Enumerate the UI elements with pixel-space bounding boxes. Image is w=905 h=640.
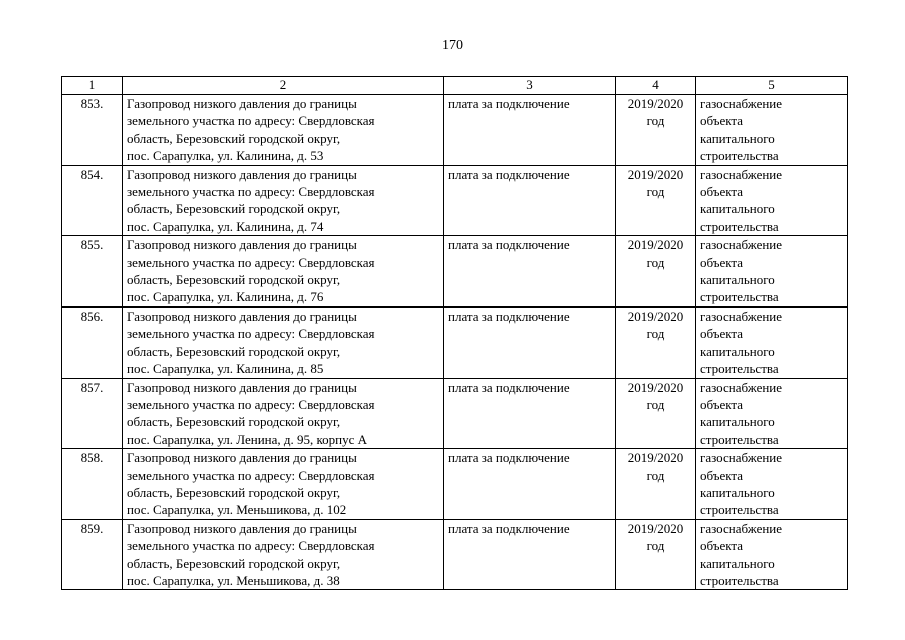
- object-description-line: пос. Сарапулка, ул. Меньшикова, д. 38: [127, 572, 340, 588]
- payment-source-cell: [444, 95, 616, 166]
- object-description-line: область, Березовский городской округ,: [127, 272, 341, 288]
- object-description-line: земельного участка по адресу: Свердловская: [127, 538, 375, 554]
- object-description-line: область, Березовский городской округ,: [127, 555, 341, 571]
- purpose-line: строительства: [700, 502, 779, 518]
- payment-source-cell: [444, 378, 616, 449]
- period-line: год: [646, 184, 665, 200]
- object-description-cell: [123, 519, 444, 590]
- object-description-line: пос. Сарапулка, ул. Калинина, д. 85: [127, 361, 324, 377]
- purpose-line: строительства: [700, 361, 779, 377]
- column-header-4: 4: [616, 77, 696, 95]
- object-description-line: пос. Сарапулка, ул. Калинина, д. 74: [127, 218, 324, 234]
- object-description-line: область, Березовский городской округ,: [127, 484, 341, 500]
- row-number: 855.: [80, 237, 104, 253]
- gas-connection-table: [61, 76, 848, 590]
- table-body: [62, 95, 848, 590]
- purpose-line: капитального: [700, 343, 775, 359]
- purpose-line: газоснабжение: [700, 96, 783, 111]
- purpose-cell: [696, 95, 848, 166]
- purpose-line: объекта: [700, 184, 744, 200]
- purpose-line: газоснабжение: [700, 520, 783, 536]
- period-line: год: [646, 326, 665, 342]
- purpose-line: газоснабжение: [700, 237, 783, 253]
- object-description-line: земельного участка по адресу: Свердловская: [127, 254, 375, 270]
- object-description-cell: [123, 95, 444, 166]
- period-line: 2019/2020: [627, 237, 684, 253]
- object-description-line: пос. Сарапулка, ул. Ленина, д. 95, корпус А: [127, 431, 368, 447]
- row-number: 856.: [80, 308, 104, 324]
- payment-source-cell: [444, 449, 616, 520]
- row-number-cell: [62, 449, 123, 520]
- period-cell: [616, 519, 696, 590]
- period-line: год: [646, 538, 665, 554]
- period-line: 2019/2020: [627, 96, 684, 111]
- payment-source: плата за подключение: [448, 379, 570, 395]
- object-description-line: область, Березовский городской округ,: [127, 201, 341, 217]
- payment-source-cell: [444, 519, 616, 590]
- row-number-cell: [62, 236, 123, 307]
- row-number: 859.: [80, 520, 104, 536]
- table-row: [62, 236, 848, 307]
- period-cell: [616, 236, 696, 307]
- purpose-line: объекта: [700, 113, 744, 129]
- purpose-line: строительства: [700, 431, 779, 447]
- payment-source-cell: [444, 236, 616, 307]
- payment-source-cell: [444, 307, 616, 378]
- purpose-cell: [696, 165, 848, 236]
- period-line: год: [646, 396, 665, 412]
- purpose-line: строительства: [700, 289, 779, 305]
- object-description-line: земельного участка по адресу: Свердловская: [127, 396, 375, 412]
- purpose-cell: [696, 378, 848, 449]
- object-description-line: земельного участка по адресу: Свердловская: [127, 326, 375, 342]
- period-cell: [616, 165, 696, 236]
- table-row: [62, 307, 848, 378]
- period-cell: [616, 449, 696, 520]
- payment-source: плата за подключение: [448, 166, 570, 182]
- column-header-2: 2: [123, 77, 444, 95]
- purpose-line: объекта: [700, 467, 744, 483]
- payment-source: плата за подключение: [448, 450, 570, 466]
- object-description-line: пос. Сарапулка, ул. Калинина, д. 53: [127, 148, 324, 164]
- object-description-cell: [123, 378, 444, 449]
- object-description-line: Газопровод низкого давления до границы: [127, 96, 357, 111]
- row-number-cell: [62, 519, 123, 590]
- row-number-cell: [62, 307, 123, 378]
- object-description-line: земельного участка по адресу: Свердловская: [127, 184, 375, 200]
- period-line: 2019/2020: [627, 379, 684, 395]
- column-header-1: 1: [62, 77, 123, 95]
- object-description-line: Газопровод низкого давления до границы: [127, 450, 357, 466]
- purpose-line: газоснабжение: [700, 379, 783, 395]
- purpose-line: объекта: [700, 326, 744, 342]
- purpose-line: газоснабжение: [700, 308, 783, 324]
- purpose-cell: [696, 307, 848, 378]
- row-number: 854.: [80, 166, 104, 182]
- object-description-cell: [123, 307, 444, 378]
- purpose-cell: [696, 519, 848, 590]
- object-description-cell: [123, 165, 444, 236]
- object-description-line: земельного участка по адресу: Свердловская: [127, 113, 375, 129]
- purpose-cell: [696, 236, 848, 307]
- purpose-line: газоснабжение: [700, 450, 783, 466]
- header-row: [62, 77, 848, 95]
- object-description-line: земельного участка по адресу: Свердловская: [127, 467, 375, 483]
- row-number-cell: [62, 378, 123, 449]
- object-description-line: Газопровод низкого давления до границы: [127, 308, 357, 324]
- object-description-line: Газопровод низкого давления до границы: [127, 520, 357, 536]
- payment-source-cell: [444, 165, 616, 236]
- object-description-line: Газопровод низкого давления до границы: [127, 166, 357, 182]
- purpose-line: капитального: [700, 272, 775, 288]
- purpose-line: строительства: [700, 148, 779, 164]
- column-header-5: 5: [696, 77, 848, 95]
- table-row: [62, 378, 848, 449]
- period-line: 2019/2020: [627, 450, 684, 466]
- object-description-line: область, Березовский городской округ,: [127, 414, 341, 430]
- object-description-line: Газопровод низкого давления до границы: [127, 237, 357, 253]
- object-description-cell: [123, 449, 444, 520]
- row-number-cell: [62, 95, 123, 166]
- purpose-line: капитального: [700, 201, 775, 217]
- row-number: 853.: [80, 96, 104, 111]
- period-line: 2019/2020: [627, 308, 684, 324]
- object-description-line: область, Березовский городской округ,: [127, 130, 341, 146]
- purpose-line: капитального: [700, 414, 775, 430]
- purpose-line: строительства: [700, 218, 779, 234]
- payment-source: плата за подключение: [448, 308, 570, 324]
- table-row: [62, 519, 848, 590]
- table-header: [62, 77, 848, 95]
- period-line: 2019/2020: [627, 520, 684, 536]
- row-number: 857.: [80, 379, 104, 395]
- row-number-cell: [62, 165, 123, 236]
- purpose-line: капитального: [700, 484, 775, 500]
- page-number: 170: [442, 38, 463, 53]
- period-cell: [616, 378, 696, 449]
- period-line: год: [646, 113, 665, 129]
- period-cell: [616, 95, 696, 166]
- purpose-line: строительства: [700, 572, 779, 588]
- period-line: 2019/2020: [627, 166, 684, 182]
- object-description-line: пос. Сарапулка, ул. Калинина, д. 76: [127, 289, 324, 305]
- object-description-cell: [123, 236, 444, 307]
- purpose-line: объекта: [700, 254, 744, 270]
- table-row: [62, 95, 848, 166]
- object-description-line: область, Березовский городской округ,: [127, 343, 341, 359]
- table-row: [62, 449, 848, 520]
- purpose-line: объекта: [700, 538, 744, 554]
- column-header-3: 3: [444, 77, 616, 95]
- payment-source: плата за подключение: [448, 237, 570, 253]
- purpose-cell: [696, 449, 848, 520]
- row-number: 858.: [80, 450, 104, 466]
- payment-source: плата за подключение: [448, 520, 570, 536]
- purpose-line: капитального: [700, 130, 775, 146]
- table-row: [62, 165, 848, 236]
- period-cell: [616, 307, 696, 378]
- period-line: год: [646, 467, 665, 483]
- purpose-line: газоснабжение: [700, 166, 783, 182]
- object-description-line: пос. Сарапулка, ул. Меньшикова, д. 102: [127, 502, 347, 518]
- period-line: год: [646, 254, 665, 270]
- purpose-line: объекта: [700, 396, 744, 412]
- object-description-line: Газопровод низкого давления до границы: [127, 379, 357, 395]
- payment-source: плата за подключение: [448, 96, 570, 111]
- purpose-line: капитального: [700, 555, 775, 571]
